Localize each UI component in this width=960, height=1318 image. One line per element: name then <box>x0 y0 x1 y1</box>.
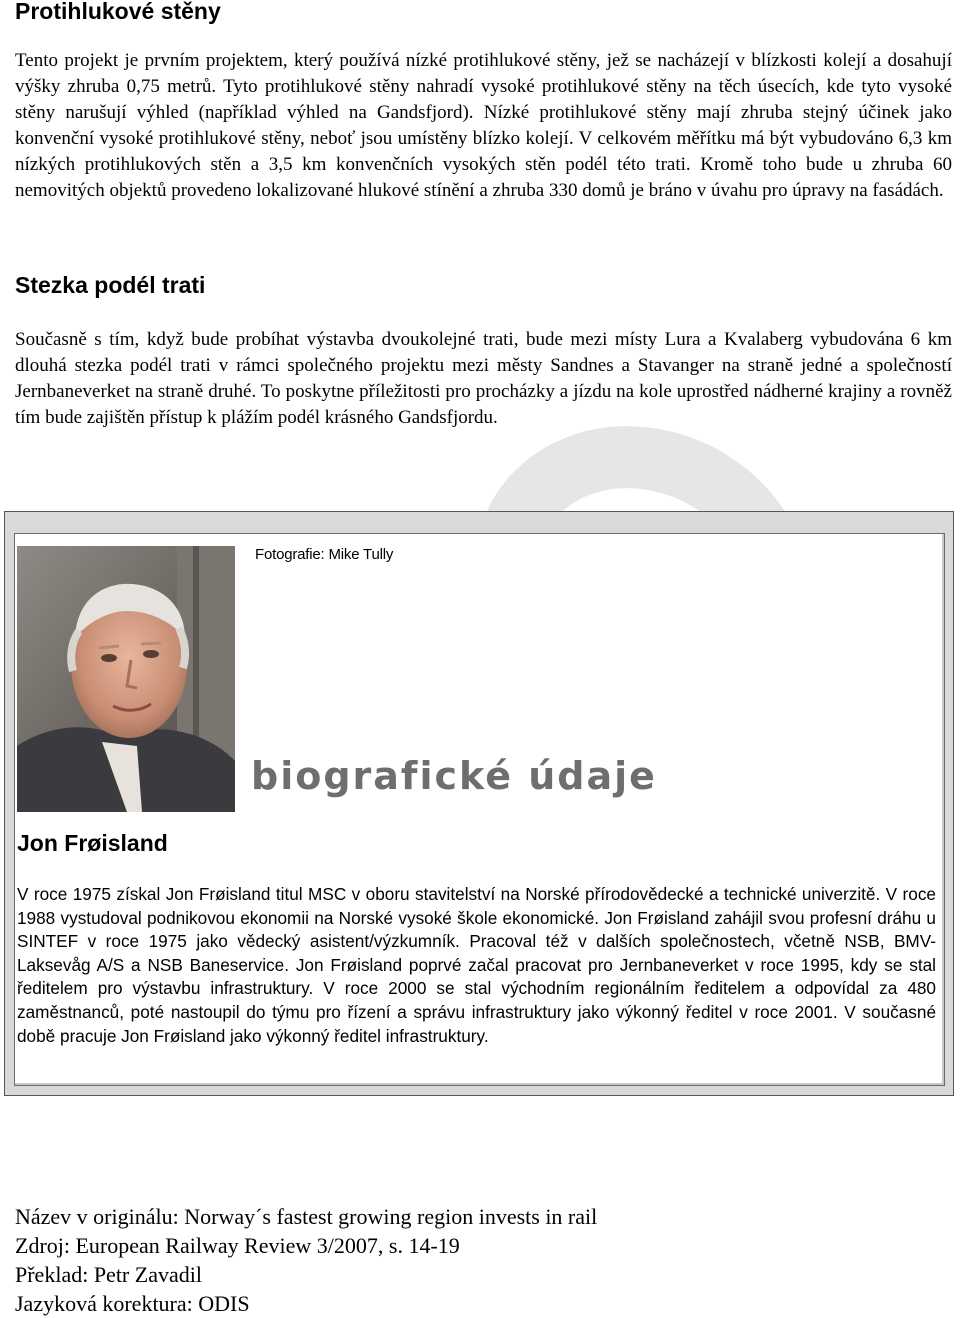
biography-name: Jon Frøisland <box>17 830 168 856</box>
proofreading-line: Jazyková korektura: ODIS <box>15 1291 250 1316</box>
section-heading-noise-barriers: Protihlukové stěny <box>15 0 221 24</box>
biography-panel <box>14 533 945 1086</box>
original-title-line: Název v originálu: Norway´s fastest growing region invests in rail <box>15 1204 598 1229</box>
translation-line: Překlad: Petr Zavadil <box>15 1262 202 1287</box>
photo-credit: Fotografie: Mike Tully <box>255 546 394 563</box>
biography-text: V roce 1975 získal Jon Frøisland titul MSC v oboru stavitelství na Norské přírodovědecké a technické univerzitě. V roce 1988 vystudoval podnikovou ekonomii na Norské vysoké škole ekonomické. Jon Frøisland zahájil svou profesní dráhu u SINTEF v roce 1975 jako vědecký asistent/výzkumník. Pracoval též v dalších společnostech, včetně NSB, BMV-Laksevåg A/S a NSB Baneservice. Jon Frøisland poprvé začal pracovat pro Jernbaneverket v roce 1995, kdy se stal ředitelem pro výstavbu infrastruktury. V roce 2000 se stal východním regionálním ředitelem a odpovídal za 480 zaměstnanců, poté nastoupil do týmu pro řízení a správu infrastruktury jako výkonný ředitel v roce 2001. V současné době pracuje Jon Frøisland jako výkonný ředitel infrastruktury. <box>17 884 936 1046</box>
biography-box <box>4 511 954 1096</box>
source-line: Zdroj: European Railway Review 3/2007, s. 14-19 <box>15 1233 460 1258</box>
section-heading-trail: Stezka podél trati <box>15 272 206 298</box>
portrait-photo <box>17 546 235 812</box>
paragraph-trail: Současně s tím, když bude probíhat výstavba dvoukolejné trati, bude mezi místy Lura a Kvalaberg vybudována 6 km dlouhá stezka podél trati v rámci společného projektu mezi městy Sandnes a Stavanger na straně jedné a společností Jernbaneverket na straně druhé. To poskytne příležitosti pro procházky a jízdu na kole uprostřed nádherné krajiny a rovněž tím bude zajištěn přístup k plážím podél krásného Gandsfjordu. <box>15 329 952 428</box>
paragraph-noise-barriers: Tento projekt je prvním projektem, který používá nízké protihlukové stěny, jež se nacházejí v blízkosti kolejí a dosahují výšky zhruba 0,75 metrů. Tyto protihlukové stěny nahradí vysoké protihlukové stěny na těch úsecích, kde tyto vysoké stěny narušují výhled (například výhled na Gandsfjord). Nízké protihlukové stěny mají zhruba stejný účinek jako konvenční vysoké protihlukové stěny, neboť jsou umístěny blízko kolejí. V celkovém měřítku má být vybudováno 6,3 km nízkých protihlukových stěn a 3,5 km konvenčních vysokých stěn podél této trati. Kromě toho bude u zhruba 60 nemovitých objektů provedeno lokalizované hlukové stínění a zhruba 330 domů je bráno v úvahu pro úpravy na fasádách. <box>15 50 952 201</box>
biography-heading: biografické údaje <box>251 754 657 798</box>
footer-credits <box>15 1202 597 1318</box>
